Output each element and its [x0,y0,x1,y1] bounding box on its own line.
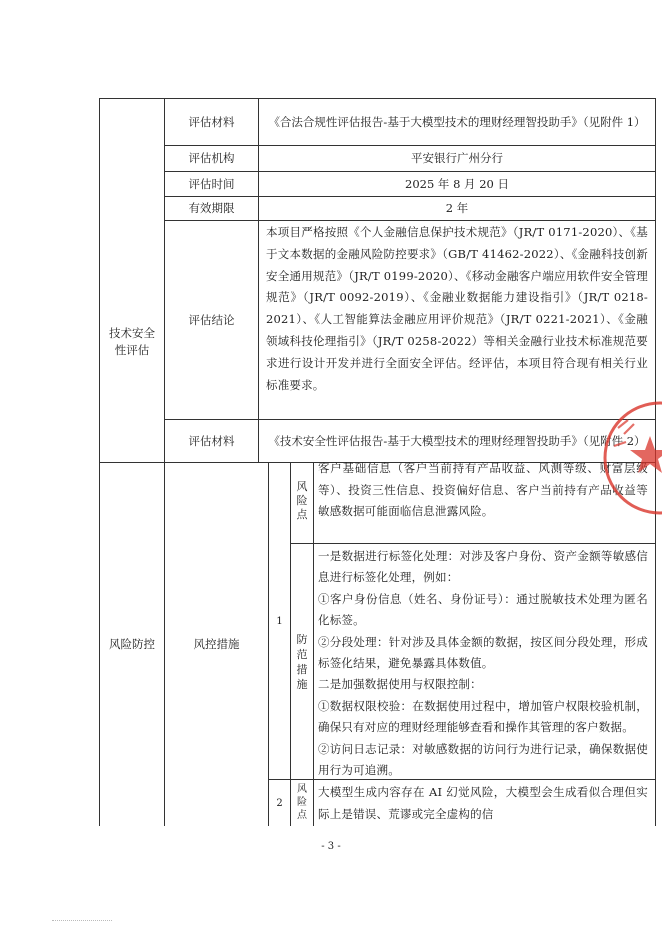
prevention-line: ②访问日志记录：对敏感数据的访问行为进行记录，确保数据使用行为可追溯。 [318,741,648,778]
prevention-line: 二是加强数据使用与权限控制： [318,677,482,692]
org-value: 平安银行广州分行 [411,151,503,165]
prevention-line: ①数据权限校验：在数据使用过程中，增加管户权限校验机制，确保只有对应的理财经理能够查看和操作其管理的客户数据。 [318,698,648,735]
material-label: 评估材料 [188,433,235,448]
prevention-label: 防范措施 [296,633,308,691]
prevention-line: ①客户身份信息（姓名、身份证号）：通过脱敏技术处理为匿名化标签。 [318,591,648,628]
prevention-text [318,546,648,781]
conclusion-text: 本项目严格按照《个人金融信息保护技术规范》（JR/T 0171-2020）、《基于文本数据的金融风险防控要求》（GB/T 41462-2022）、《金融科技创新安全通用规范》（JR/T 0199-2020）、《移动金融客户端应用软件安全管理规范》（JR/T 0092-2019）、《金融业数据能力建设指引》（JR/T 0218-2021）、《人工智能算法金融应用评价规范》（JR/T 0221-2021）、《金融领域科技伦理指引》（JR/T 0258-2022）等相关金融行业技术标准规范要求进行设计开发并进行全面安全评估。经评估，本项目符合现有相关行业标准要求。 [266,225,648,392]
material-top-value: 《合法合规性评估报告-基于大模型技术的理财经理智投助手》（见附件 1） [268,114,646,129]
rule [313,462,314,826]
footer-mark [52,920,112,921]
risk-point-text: 客户基础信息（客户当前持有产品收益、风测等级、财富层级等）、投资三性信息、投资偏好信息、客户当前持有产品收益等敏感数据可能面临信息泄露风险。 [318,461,648,518]
risk-point-text: 大模型生成内容存在 AI 幻觉风险，大模型会生成看似合理但实际上是错误、荒谬或完全虚构的信 [318,785,648,821]
item-number: 1 [276,615,283,627]
rule [290,543,655,544]
prevention-line: ②分段处理：针对涉及具体金额的数据，按区间分段处理，形成标签化结果，避免暴露具体数值。 [318,634,648,671]
risk-control-subcategory: 风控措施 [193,637,240,651]
time-label: 评估时间 [188,176,235,191]
time-value: 2025 年 8 月 20 日 [405,176,509,191]
company-seal-icon [600,398,662,518]
item-number: 2 [276,797,283,809]
material-value: 《技术安全性评估报告-基于大模型技术的理财经理智投助手》（见附件 2） [268,433,646,448]
risk-point-label: 风险点 [297,784,307,821]
validity-label: 有效期限 [188,201,235,215]
validity-value: 2 年 [445,201,469,215]
material-top-label: 评估材料 [188,114,235,129]
risk-control-category: 风险防控 [109,637,155,651]
org-label: 评估机构 [188,151,235,165]
prevention-line: 一是数据进行标签化处理：对涉及客户身份、资产金额等敏感信息进行标签化处理，例如： [318,549,648,585]
rule [290,462,291,826]
conclusion-label: 评估结论 [188,312,235,327]
page-number: - 3 - [321,841,341,852]
tech-security-category: 技术安全性评估 [109,325,155,357]
risk-point-label: 风险点 [296,480,308,521]
